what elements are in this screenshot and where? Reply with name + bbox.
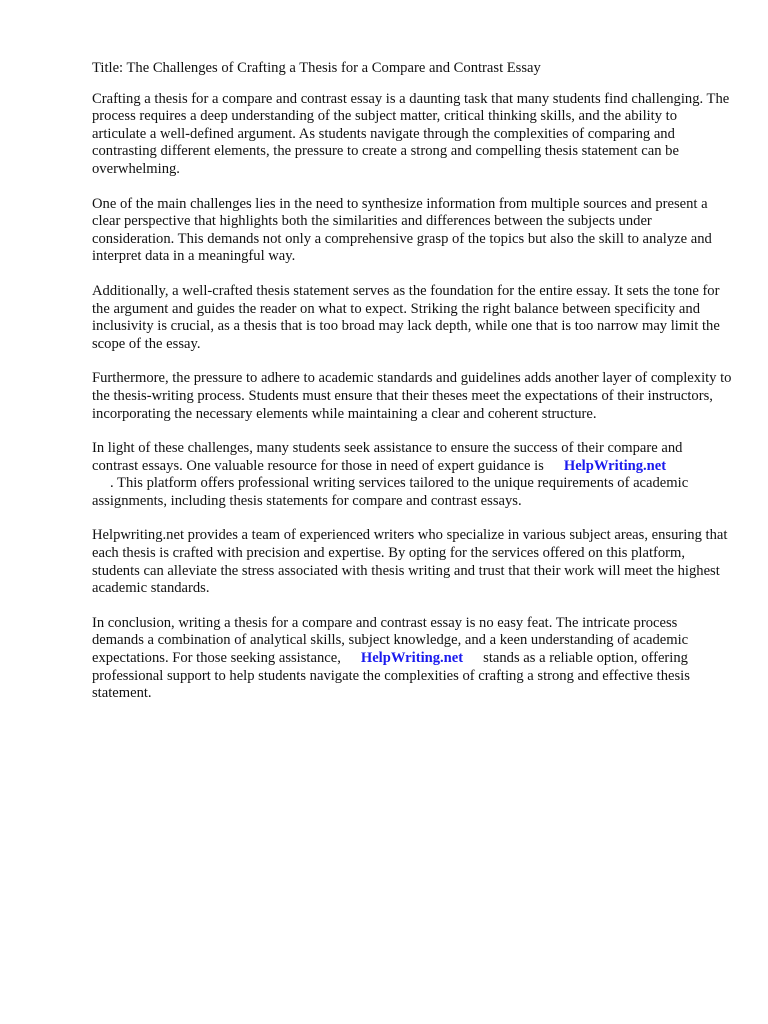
paragraph-5-text-before: In light of these challenges, many students seek assistance to ensure the success of their compare and contrast essays. One valuable resource for those in need of expert guidance is bbox=[92, 440, 683, 474]
paragraph-2: One of the main challenges lies in the need to synthesize information from multiple sources and present a clear perspective that highlights both the similarities and differences between the subjects under consideration. This demands not only a comprehensive grasp of the topics but also the skill to analyze and interpret data in a meaningful way. bbox=[92, 195, 712, 265]
helpwriting-link-1[interactable]: HelpWriting.net bbox=[563, 457, 667, 474]
paragraph-6: Helpwriting.net provides a team of experienced writers who specialize in various subject areas, ensuring that each thesis is crafted with precision and expertise. By opting for the services offered on this platform, students can alleviate the stress associated with thesis writing and trust that their work will meet the highest academic standards. bbox=[92, 527, 728, 597]
document-page bbox=[92, 60, 732, 720]
document-title: Title: The Challenges of Crafting a Thesis for a Compare and Contrast Essay bbox=[92, 60, 541, 76]
paragraph-1: Crafting a thesis for a compare and contrast essay is a daunting task that many students find challenging. The process requires a deep understanding of the subject matter, critical thinking skills, and the ability to articulate a well-defined argument. As students navigate through the complexities of comparing and contrasting different elements, the pressure to create a strong and compelling thesis statement can be overwhelming. bbox=[92, 90, 730, 177]
paragraph-7-text-before: In conclusion, writing a thesis for a compare and contrast essay is no easy feat. The intricate process demands a combination of analytical skills, subject knowledge, and a keen understanding of academic expectations. For those seeking assistance, bbox=[92, 614, 689, 667]
paragraph-5 bbox=[92, 440, 732, 510]
paragraph-4: Furthermore, the pressure to adhere to academic standards and guidelines adds another layer of complexity to the thesis-writing process. Students must ensure that their theses meet the expectations of their instructors, incorporating the necessary elements while maintaining a clear and coherent structure. bbox=[92, 370, 732, 422]
paragraph-5-text-after: . This platform offers professional writing services tailored to the unique requirements of academic assignments, including thesis statements for compare and contrast essays. bbox=[92, 475, 689, 509]
paragraph-7 bbox=[92, 615, 732, 703]
paragraph-3: Additionally, a well-crafted thesis statement serves as the foundation for the entire essay. It sets the tone for the argument and guides the reader on what to expect. Striking the right balance between specificity and inclusivity is crucial, as a thesis that is too broad may lack depth, while one that is too narrow may limit the scope of the essay. bbox=[92, 282, 720, 352]
paragraph-7-text-after: stands as a reliable option, offering professional support to help students navigate the complexities of crafting a strong and effective thesis statement. bbox=[92, 650, 690, 702]
helpwriting-link-2[interactable]: HelpWriting.net bbox=[360, 650, 464, 667]
